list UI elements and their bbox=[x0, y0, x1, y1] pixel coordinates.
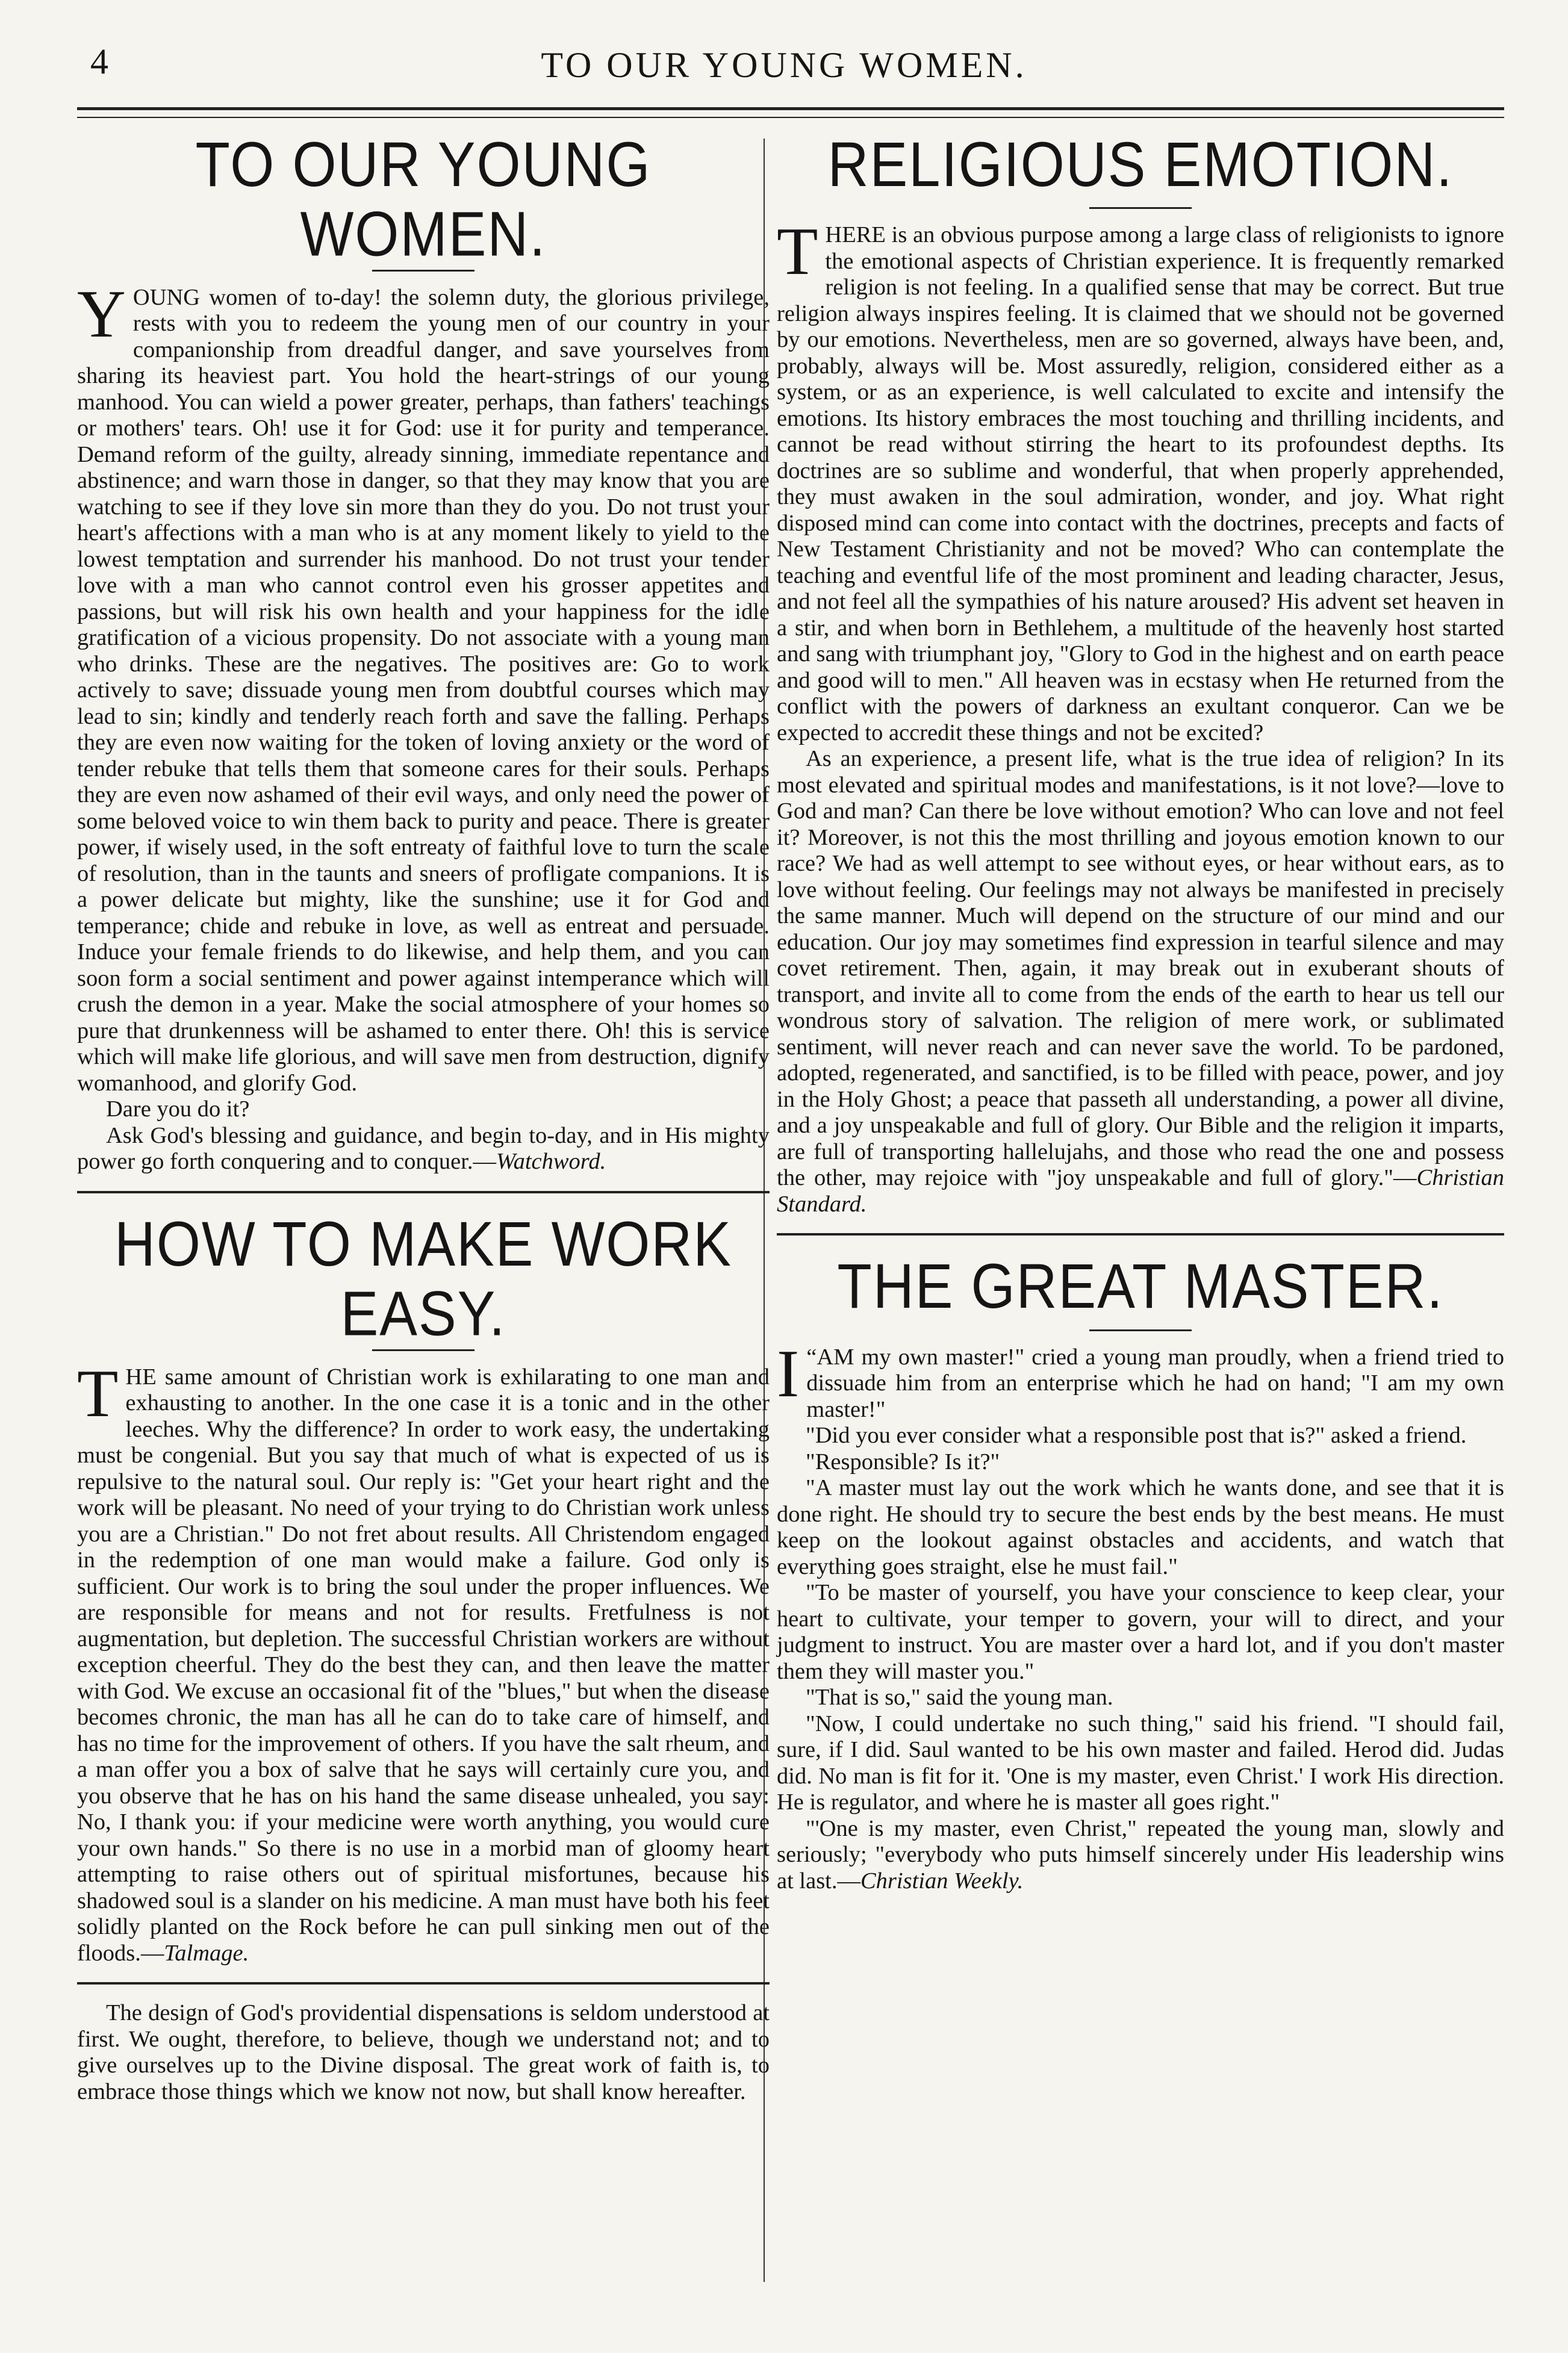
right-column bbox=[777, 129, 1504, 1894]
article-young-women bbox=[77, 129, 770, 1175]
paragraph: "To be master of yourself, you have your conscience to keep clear, your heart to cultivate, your temper to govern, your will to direct, and your judgment to instruct. You are master over a hard lot, and if you don't master them they will master you." bbox=[777, 1580, 1504, 1684]
paragraph: Dare you do it? bbox=[106, 1096, 250, 1122]
running-title: TO OUR YOUNG WOMEN. bbox=[541, 45, 1027, 85]
article-title: TO OUR YOUNG WOMEN. bbox=[195, 128, 652, 270]
header-rule-thick bbox=[77, 107, 1504, 110]
paragraph: "Did you ever consider what a responsible post that is?" asked a friend. bbox=[806, 1423, 1467, 1449]
section-rule bbox=[77, 1191, 770, 1193]
signature: Christian Standard. bbox=[777, 1165, 1504, 1217]
drop-cap: T bbox=[777, 214, 818, 290]
page-number: 4 bbox=[90, 42, 108, 81]
paragraph: Ask God's blessing and guidance, and begin to-day, and in His mighty power go forth conquering and to conquer.—Watchword. bbox=[77, 1122, 770, 1175]
title-rule bbox=[372, 1349, 474, 1351]
paragraph: "'One is my master, even Christ," repeated the young man, slowly and seriously; "everybody who puts himself sincerely under His leadership wins at last.—Christian Weekly. bbox=[777, 1815, 1504, 1894]
signature: Christian Weekly. bbox=[860, 1868, 1024, 1894]
section-rule bbox=[77, 1982, 770, 1985]
drop-cap: T bbox=[77, 1356, 119, 1431]
title-rule bbox=[1089, 1329, 1192, 1331]
paragraph: “ I AM my own master!" cried a young man proudly, when a friend tried to dissuade him from an enterprise which he had on hand; "I am my own master!" bbox=[777, 1336, 1504, 1422]
article-body bbox=[77, 1356, 770, 1967]
article-providence bbox=[77, 2000, 770, 2105]
paragraph: As an experience, a present life, what is the true idea of religion? In its most elevated and spiritual modes and manifestations, is it not love?—love to God and man? Can there be love without emotion? Who can love and not feel it? Moreover, is not this the most thrilling and joyous emotion known to our race? We had as well attempt to see without eyes, or hear without ears, as to love without feeling. Our feelings may not always be manifested in precisely the same manner. Much will depend on the structure of our mind and our education. Our joy may sometimes find expression in tearful silence and may covet retirement. Then, again, it may break out in exuberant shouts of transport, and invite all to come from the ends of the earth to hear us tell our wondrous story of salvation. The religion of mere work, or sublimated sentiment, will never reach and can never save the world. To be pardoned, adopted, regenerated, and sanctified, is to be filled with peace, power, and joy in the Holy Ghost; a peace that passeth all understanding, a power all divine, and a joy unspeakable and full of glory. Our Bible and the religion it imparts, are full of transporting hallelujahs, and those who read the one and possess the other, may rejoice with "joy unspeakable and full of glory."—Christian Standard. bbox=[777, 746, 1504, 1217]
drop-cap: Y bbox=[77, 276, 126, 352]
signature: Talmage. bbox=[164, 1940, 249, 1966]
article-work-easy bbox=[77, 1209, 770, 1966]
title-rule bbox=[372, 270, 474, 272]
paragraph: "Now, I could undertake no such thing," said his friend. "I should fail, sure, if I did. Saul wanted to be his own master and failed. Herod did. Judas did. No man is fit for it. 'One is my master, even Christ.' I work His direction. He is regulator, and where he is master all goes right." bbox=[777, 1711, 1504, 1815]
article-body bbox=[77, 2000, 770, 2105]
paragraph: THE same amount of Christian work is exhilarating to one man and exhausting to another. In the one case it is a tonic and in the other leeches. Why the difference? In order to work easy, the undertaking must be congenial. But you say that much of what is expected of us is repulsive to the natural soul. Our reply is: "Get your heart right and the work will be pleasant. No need of your trying to do Christian work unless you are a Christian." Do not fret about results. All Christendom engaged in the redemption of one man would make a failure. God only is sufficient. Our work is to bring the soul under the proper influences. We are responsible for means and not for results. Fretfulness is not augmentation, but depletion. The successful Christian workers are without exception cheerful. They do the best they can, and then leave the matter with God. We excuse an occasional fit of the "blues," but when the disease becomes chronic, the man has all he can do to take care of himself, and has no time for the improvement of others. If you have the salt rheum, and a man offer you a box of salve that he says will certainly cure you, and you observe that he has on his hand the same disease unhealed, you say: No, I thank you: if your medicine were worth anything, you would cure your own hands." So there is no use in a morbid man of gloomy heart attempting to raise others out of spiritual misfortunes, because his shadowed soul is a slander on his medicine. A man must have both his feet solidly planted on the Rock before he can pull sinking men out of the floods.—Talmage. bbox=[77, 1356, 770, 1966]
paragraph: THERE is an obvious purpose among a large class of religionists to ignore the emotional aspects of Christian experience. It is frequently remarked religion is not feeling. In a qualified sense that may be correct. But true religion always inspires feeling. It is claimed that we should not be governed by our emotions. Nevertheless, men are so governed, always have been, and, probably, always will be. Most assuredly, religion, considered either as a system, or as an experience, is well calculated to excite and intensify the emotions. Its history embraces the most touching and thrilling incidents, and cannot be read without stirring the heart to its profoundest depths. Its doctrines are so sublime and wonderful, that when properly apprehended, they must awaken in the soul admiration, wonder, and joy. What right disposed mind can come into contact with the doctrines, precepts and facts of New Testament Christianity and not be moved? Who can contemplate the teaching and eventful life of the most prominent and leading character, Jesus, and not feel all the sympathies of his nature aroused? His advent set heaven in a stir, and when born in Bethlehem, a multitude of the heavenly host started and sang with triumphant joy, "Glory to God in the highest and on earth peace and good will to men." All heaven was in ecstasy when He returned from the conflict with the powers of darkness an exultant conqueror. Can we be expected to accredit these things and not be excited? bbox=[777, 214, 1504, 745]
article-body bbox=[777, 214, 1504, 1217]
paragraph: YOUNG women of to-day! the solemn duty, the glorious privilege, rests with you to redeem the young men of our country in your companionship from dreadful danger, and save yourselves from sharing its heaviest part. You hold the heart-strings of our young manhood. You can wield a power greater, perhaps, than fathers' teachings or mothers' tears. Oh! use it for God: use it for purity and temperance. Demand reform of the guilty, already sinning, immediate repentance and abstinence; and warn those in danger, so that they may know that you are watching to see if they love sin more than they do you. Do not trust your heart's affections with a man who is at any moment likely to yield to the lowest temptation and surrender his manhood. Do not trust your tender love with a man who cannot control even his grosser appetites and passions, but will risk his own health and your happiness for the idle gratification of a vicious propensity. Do not associate with a young man who drinks. These are the negatives. The positives are: Go to work actively to save; dissuade young men from doubtful courses which may lead to sin; kindly and tenderly reach forth and save the falling. Perhaps they are even now waiting for the token of loving anxiety or the word of tender rebuke that tells them that someone cares for their souls. Perhaps they are even now ashamed of their evil ways, and only need the power of some beloved voice to win them back to purity and peace. There is greater power, if wisely used, in the soft entreaty of faithful love to turn the scale of resolution, than in the taunts and sneers of profligate companions. It is a power delicate but mighty, like the sunshine; use it for God and temperance; chide and rebuke in love, as well as entreat and persuade. Induce your female friends to do likewise, and help them, and you can soon form a social sentiment and power against intemperance which will crush the demon in a year. Make the social atmosphere of your homes so pure that drunkenness will be ashamed to enter there. Oh! this is service which will make life glorious, and will save men from destruction, dignify womanhood, and glorify God. bbox=[77, 276, 770, 1096]
article-title: HOW TO MAKE WORK EASY. bbox=[114, 1208, 733, 1349]
drop-cap: I bbox=[777, 1336, 800, 1411]
article-body bbox=[77, 276, 770, 1175]
signature: Watchword. bbox=[496, 1149, 606, 1175]
paragraph: "A master must lay out the work which he wants done, and see that it is done right. He should try to secure the best ends by the best means. He must keep on the lookout against obstacles and accidents, and watch that everything goes straight, else he must fail." bbox=[777, 1475, 1504, 1579]
title-rule bbox=[1089, 207, 1192, 209]
header-rule-thin bbox=[77, 117, 1504, 118]
paragraph: The design of God's providential dispensations is seldom understood at first. We ought, therefore, to believe, though we understand not; and to give ourselves up to the Divine disposal. The great work of faith is, to embrace those things which we know not now, but shall know hereafter. bbox=[77, 2000, 770, 2104]
left-column bbox=[77, 129, 770, 2105]
article-religious-emotion bbox=[777, 129, 1504, 1217]
article-body bbox=[777, 1336, 1504, 1895]
section-rule bbox=[777, 1233, 1504, 1236]
article-great-master bbox=[777, 1251, 1504, 1894]
article-title: THE GREAT MASTER. bbox=[837, 1251, 1444, 1322]
article-title: RELIGIOUS EMOTION. bbox=[827, 128, 1454, 200]
paragraph: "That is so," said the young man. bbox=[806, 1685, 1113, 1711]
paragraph: "Responsible? Is it?" bbox=[806, 1449, 1000, 1475]
